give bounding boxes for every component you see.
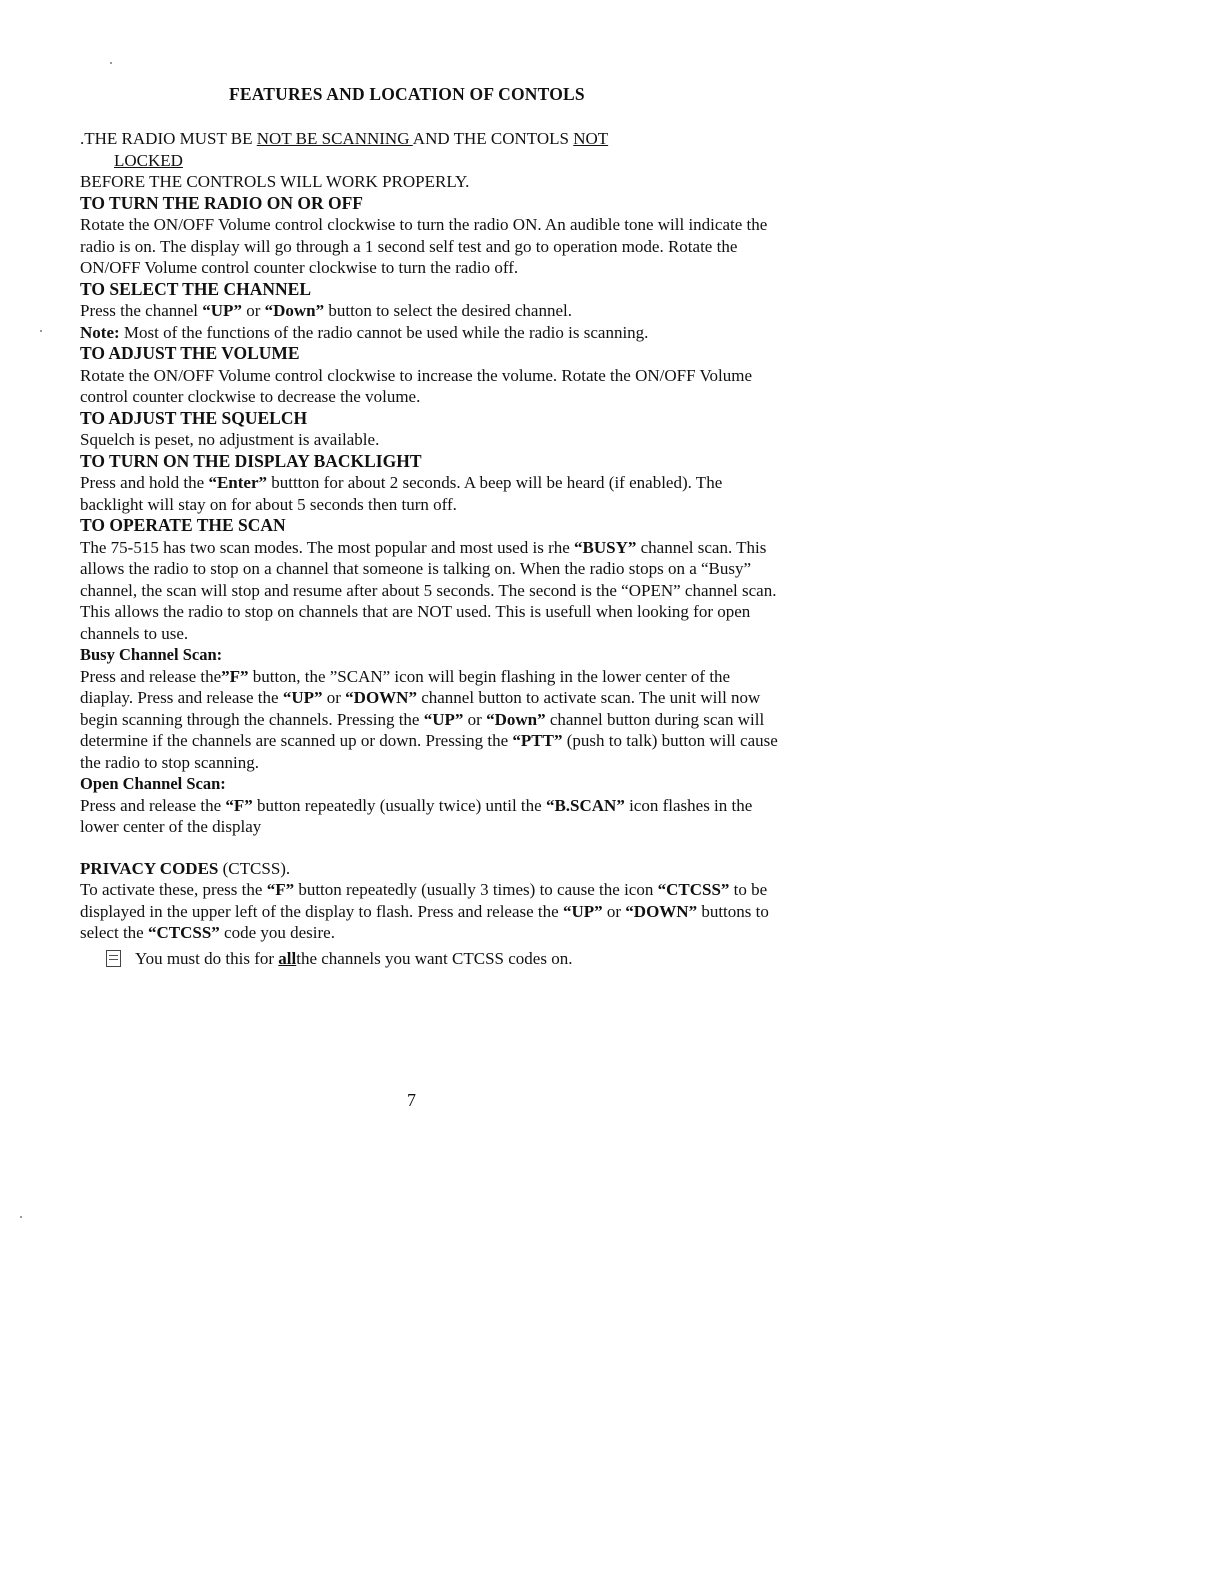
privacy-suffix: (CTCSS). <box>218 858 291 878</box>
text: or <box>602 901 626 921</box>
up-label: “UP” <box>423 709 464 729</box>
channel-heading: TO SELECT THE CHANNEL <box>80 278 311 299</box>
text: channel scan. This allows the radio to stop on a channel that someone is talking on. When the radio stops on a “Busy” channel, the scan will stop and resume after about 5 seconds. The second is the “OPEN” channel scan. This allows the radio to stop on channels that are NOT used. This is usefull when looking for open channels to use. <box>80 537 777 643</box>
intro-text: .THE RADIO MUST BE <box>80 129 257 148</box>
intro-line-1 <box>80 128 780 150</box>
text: (push to talk) button will cause the radio to stop scanning. <box>80 731 778 772</box>
text: buttton for about 2 seconds. A beep will be heard (if enabled). The backlight will stay on for about 5 seconds then turn off. <box>80 473 723 514</box>
backlight-heading: TO TURN ON THE DISPLAY BACKLIGHT <box>80 450 422 471</box>
busy-scan-text <box>80 666 780 774</box>
note-text: You must do this for <box>135 948 275 968</box>
volume-heading: TO ADJUST THE VOLUME <box>80 343 300 363</box>
intro-text: AND THE CONTOLS <box>412 129 574 148</box>
squelch-heading: TO ADJUST THE SQUELCH <box>80 407 308 428</box>
intro-underlined: NOT <box>573 129 609 148</box>
down-label: “DOWN” <box>625 901 698 921</box>
open-scan-text <box>80 795 780 838</box>
privacy-note <box>106 948 780 970</box>
busy-label: “BUSY” <box>574 537 637 557</box>
scan-speck <box>110 62 112 64</box>
document-body <box>80 128 780 969</box>
scan-speck <box>20 1216 22 1218</box>
text: or <box>322 688 346 707</box>
enter-label: “Enter” <box>208 473 267 492</box>
f-label: “F” <box>225 795 253 815</box>
privacy-text <box>80 879 780 944</box>
note-text: Most of the functions of the radio cannot be used while the radio is scanning. <box>119 322 649 342</box>
channel-note <box>80 322 780 344</box>
text: code you desire. <box>219 923 335 942</box>
channel-text <box>80 300 780 322</box>
text: To activate these, press the <box>80 880 267 899</box>
text: buttons to select the <box>80 901 769 942</box>
scan-text <box>80 537 780 645</box>
down-label: “DOWN” <box>345 688 417 707</box>
power-text: Rotate the ON/OFF Volume control clockwise to turn the radio ON. An audible tone will indicate the radio is on. The display will go through a 1 second self test and go to operation mode. Rotate the ON/OFF Volume control counter clockwise to turn the radio off. <box>80 215 768 277</box>
note-text: the channels you want CTCSS codes on. <box>296 948 573 968</box>
text: Press and hold the <box>80 473 209 492</box>
text: or <box>241 301 265 320</box>
up-label: “UP” <box>562 901 603 921</box>
text: channel button to activate scan. The unit will now begin scanning through the channels. Pressing the <box>80 688 761 729</box>
f-label: “F” <box>266 880 295 899</box>
note-emphasis: all <box>278 948 297 968</box>
ptt-label: “PTT” <box>512 731 563 750</box>
bscan-label: “B.SCAN” <box>545 795 625 815</box>
intro-line-2 <box>80 150 780 172</box>
ctcss-label: “CTCSS” <box>147 923 220 942</box>
text: to be displayed in the upper left of the display to flash. Press and release the <box>80 880 768 921</box>
open-scan-heading: Open Channel Scan: <box>80 774 226 793</box>
text: channel button during scan will determine if the channels are scanned up or down. Pressing the <box>80 709 765 750</box>
up-label: “UP” <box>282 688 323 707</box>
f-label: ”F” <box>221 666 249 686</box>
text: icon flashes in the lower center of the display <box>80 795 753 836</box>
squelch-text: Squelch is peset, no adjustment is available. <box>80 430 380 449</box>
spacer <box>80 838 780 858</box>
privacy-heading <box>80 858 780 880</box>
note-icon <box>106 950 121 967</box>
note-label: Note: <box>80 322 120 342</box>
text: button, the ”SCAN” icon will begin flashing in the lower center of the diaplay. Press and release the <box>80 666 731 707</box>
text: The 75-515 has two scan modes. The most popular and most used is rhe <box>80 537 575 557</box>
intro-line-3: BEFORE THE CONTROLS WILL WORK PROPERLY. <box>80 172 470 191</box>
text: Press the channel <box>80 301 203 320</box>
backlight-text <box>80 472 780 515</box>
text: button repeatedly (usually twice) until the <box>252 795 546 815</box>
up-label: “UP” <box>202 301 242 320</box>
scan-speck <box>40 330 42 332</box>
intro-underlined: LOCKED <box>114 150 183 170</box>
text: Press and release the <box>80 666 222 686</box>
busy-scan-heading: Busy Channel Scan: <box>80 645 223 664</box>
text: Press and release the <box>80 795 226 815</box>
volume-text: Rotate the ON/OFF Volume control clockwise to increase the volume. Rotate the ON/OFF Volume control counter clockwise to decrease the volume. <box>80 365 753 406</box>
down-label: “Down” <box>264 301 325 320</box>
ctcss-label: “CTCSS” <box>657 880 730 899</box>
page-title: FEATURES AND LOCATION OF CONTOLS <box>229 84 585 104</box>
power-heading: TO TURN THE RADIO ON OR OFF <box>80 192 363 213</box>
intro-underlined: NOT BE SCANNING <box>256 129 413 148</box>
scan-heading: TO OPERATE THE SCAN <box>80 515 286 535</box>
text: or <box>463 709 487 729</box>
text: button repeatedly (usually 3 times) to cause the icon <box>294 880 658 899</box>
down-label: “Down” <box>486 709 546 729</box>
page-number: 7 <box>407 1090 416 1110</box>
privacy-title: PRIVACY CODES <box>80 858 219 878</box>
text: button to select the desired channel. <box>324 301 572 320</box>
